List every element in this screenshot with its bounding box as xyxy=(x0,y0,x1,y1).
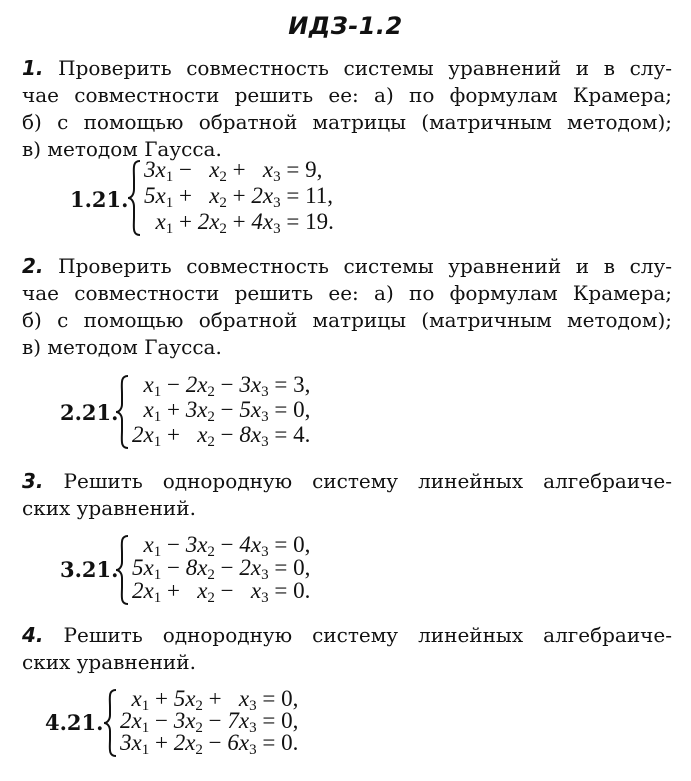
task-1-line-1: 1. Проверить совместность системы уравнений и в слу- xyxy=(22,56,673,80)
left-brace-icon xyxy=(114,374,130,450)
equation-3: $2x_1 + x_2 - 8x_3 = 4$. xyxy=(132,422,311,450)
system-label: 4.21. xyxy=(45,710,104,735)
equation-3: $3x_1 + 2x_2 - 6x_3 = 0$. xyxy=(120,730,299,758)
task-4-number: 4. xyxy=(22,623,44,647)
task-2-line-4: в) методом Гаусса. xyxy=(22,335,222,359)
task-2-line-3: б) с помощью обратной матрицы (матричным методом); xyxy=(22,308,672,332)
task-2-line-1: 2. Проверить совместность системы уравнений и в слу- xyxy=(22,254,673,278)
task-1-number: 1. xyxy=(22,56,44,80)
task-3-line-2: ских уравнений. xyxy=(22,496,196,520)
task-4-line-2: ских уравнений. xyxy=(22,650,196,674)
left-brace-icon xyxy=(102,688,118,758)
task-1-line-2: чае совместности решить ее: а) по формулам Крамера; xyxy=(22,83,672,107)
task-1-line-3: б) с помощью обратной матрицы (матричным методом); xyxy=(22,110,672,134)
left-brace-icon xyxy=(126,159,142,237)
task-2-number: 2. xyxy=(22,254,44,278)
task-3-number: 3. xyxy=(22,469,44,493)
task-3-text xyxy=(22,468,672,522)
task-1-line-4: в) методом Гаусса. xyxy=(22,137,222,161)
left-brace-icon xyxy=(114,534,130,606)
equation-2: $x_1 + 3x_2 - 5x_3 = 0$, xyxy=(143,397,311,425)
equation-2: $5x_1 + x_2 + 2x_3 = 11$, xyxy=(144,183,333,211)
equation-3: $x_1 + 2x_2 + 4x_3 = 19$. xyxy=(155,209,334,237)
equation-1: $x_1 + 5x_2 + x_3 = 0$, xyxy=(131,686,299,714)
task-2-line-2: чае совместности решить ее: а) по формулам Крамера; xyxy=(22,281,672,305)
task-2-text xyxy=(22,253,672,361)
equation-3: $2x_1 + x_2 - x_3 = 0$. xyxy=(132,578,311,606)
equation-2: $5x_1 - 8x_2 - 2x_3 = 0$, xyxy=(132,555,311,583)
equation-1: $x_1 - 3x_2 - 4x_3 = 0$, xyxy=(143,532,311,560)
task-1-text xyxy=(22,55,672,163)
system-label: 3.21. xyxy=(60,557,119,582)
task-4-text xyxy=(22,622,672,676)
equation-1: $x_1 - 2x_2 - 3x_3 = 3$, xyxy=(143,372,311,400)
system-label: 2.21. xyxy=(60,400,119,425)
page-title: ИДЗ-1.2 xyxy=(288,12,403,40)
system-label: 1.21. xyxy=(70,187,129,212)
equation-1: $3x_1 - x_2 + x_3 = 9$, xyxy=(144,157,323,185)
task-3-line-1: 3. Решить однородную систему линейных алгебраиче- xyxy=(22,469,672,493)
equation-2: $2x_1 - 3x_2 - 7x_3 = 0$, xyxy=(120,708,299,736)
task-4-line-1: 4. Решить однородную систему линейных алгебраиче- xyxy=(22,623,672,647)
